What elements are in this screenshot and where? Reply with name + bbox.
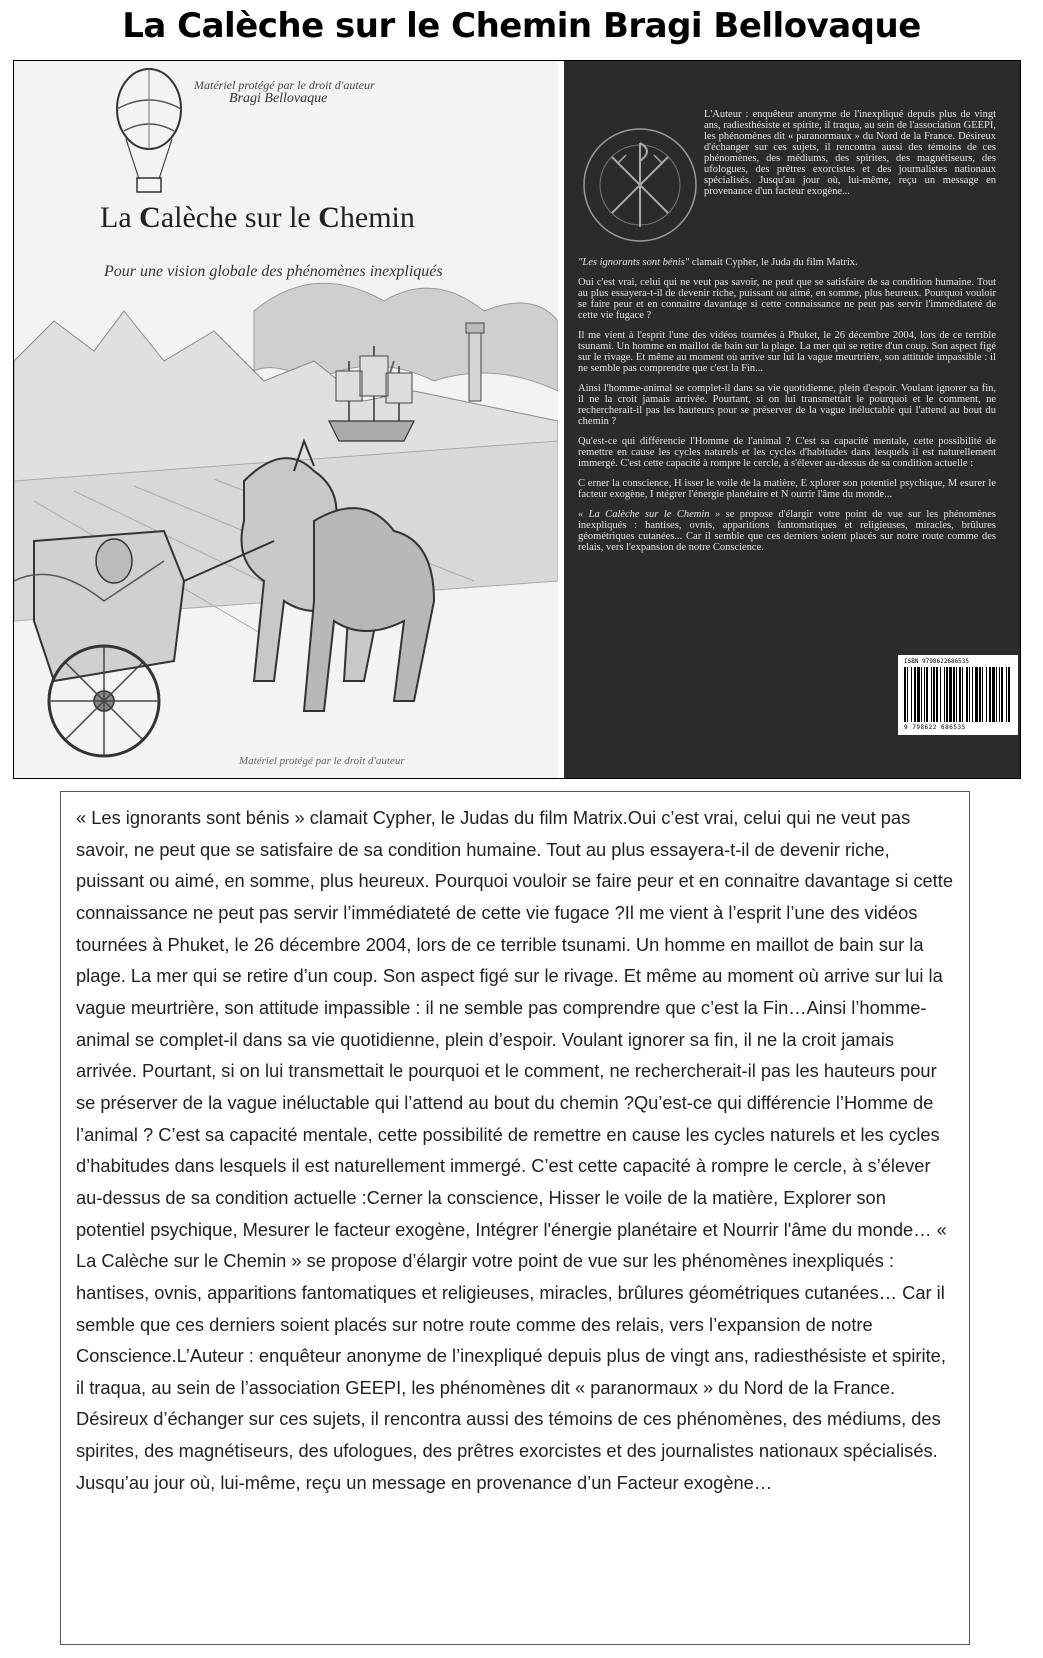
back-body: "Les ignorants sont bénis" clamait Cypher, le Juda du film Matrix. Oui c'est vrai, celui qui ne veut pas savoir, ne peut que se satisfaire de sa condition humaine. Tout au plus essayera-t-il de devenir riche, puissant ou aimé, en somme, plus heureux. Pourquoi vouloir se faire peur et en connaitre davantage si cette connaissance ne peut pas servir l'immédiateté de cette vie fugace ? Il me vient à l'esprit l'une des vidéos tournées à Phuket, le 26 décembre 2004, lors de ce terrible tsunami. Un homme en maillot de bain sur la plage. La mer qui se retire d'un coup. Son aspect figé sur le rivage. Et même au moment où arrive sur lui la vague meurtrière, son attitude impassible : il ne semble pas comprendre que c'est la Fin... Ainsi l'homme-animal se complet-il dans sa vie quotidienne, plein d'espoir. Voulant ignorer sa fin, il ne la croit jamais arrivée. Pourtant, si on lui transmettait le pourquoi et le comment, ne rechercherait-il pas les hauteurs pour se préserver de la vague inéluctable qui l'attend au bout du chemin ? Qu'est-ce qui différencie l'Homme de l'animal ? C'est sa capacité mentale, cette possibilité de remettre en cause les cycles naturels et les cycles d'habitudes dans lesquels il est naturellement immergé. C'est cette capacité à rompre le cercle, à s'élever au-dessus de sa condition actuelle : C erner la conscience, H isser le voile de la matière, E xplorer son potentiel psychique, M esurer le facteur exogène, I ntégrer l'énergie planétaire et N ourrir l'âme du monde... « La Calèche sur le Chemin » se propose d'élargir votre point de vue sur les phénomènes inexpliqués : hantises, ovnis, apparitions fantomatiques et religieuses, miracles, brûlures géométriques cutanées... Car il semble que ces derniers soient placés sur notre route comme des relais, vers l'expansion de notre Conscience.	[578, 257, 996, 553]
book-cover-image	[13, 60, 1021, 779]
page-title: La Calèche sur le Chemin Bragi Bellovaque	[122, 6, 921, 46]
front-subtitle: Pour une vision globale des phénomènes inexpliqués	[104, 263, 443, 280]
isbn-label: ISBN 9798622686535	[904, 658, 970, 665]
barcode-digits: 9 798622 686535	[904, 724, 966, 731]
back-cover	[564, 61, 1020, 778]
back-author-bio: L'Auteur : enquêteur anonyme de l'inexpliqué depuis plus de vingt ans, radiesthésiste et spirite, il traqua, au sein de l'association GEEPI, les phénomènes dit « paranormaux » du Nord de la France. Désireux d'échanger sur ces sujets, il rencontra aussi des témoins de ces phénomènes, des médiums, des spirites, des magnétiseurs, des ufologues, des prêtres exorcistes et des journalistes nationaux spécialisés. Jusqu'au jour où, lui-même, reçu un message en provenance d'un facteur exogène...	[704, 109, 996, 197]
barcode-bars	[904, 667, 1012, 722]
front-bottom-note: Matériel protégé par le droit d'auteur	[239, 755, 405, 767]
description-text: « Les ignorants sont bénis » clamait Cypher, le Judas du film Matrix.Oui c’est vrai, celui qui ne veut pas savoir, ne peut que se satisfaire de sa condition humaine. Tout au plus essayera-t-il de devenir riche, puissant ou aimé, en somme, plus heureux. Pourquoi vouloir se faire peur et en connaitre davantage si cette connaissance ne peut pas servir l’immédiateté de cette vie fugace ?Il me vient à l’esprit l’une des vidéos tournées à Phuket, le 26 décembre 2004, lors de ce terrible tsunami. Un homme en maillot de bain sur la plage. La mer qui se retire d’un coup. Son aspect figé sur le rivage. Et même au moment où arrive sur lui la vague meurtrière, son attitude impassible : il ne semble pas comprendre que c’est la Fin…Ainsi l’homme-animal se complet-il dans sa vie quotidienne, plein d’espoir. Voulant ignorer sa fin, il ne la croit jamais arrivée. Pourtant, si on lui transmettait le pourquoi et le comment, ne rechercherait-il pas les hauteurs pour se préserver de la vague inéluctable qui l’attend au bout du chemin ?Qu’est-ce qui différencie l’Homme de l’animal ? C’est sa capacité mentale, cette possibilité de remettre en cause les cycles naturels et les cycles d’habitudes dans lesquels il est naturellement immergé. C’est cette capacité à rompre le cercle, à s’élever au-dessus de sa condition actuelle :Cerner la conscience, Hisser le voile de la matière, Explorer son potentiel psychique, Mesurer le facteur exogène, Intégrer l'énergie planétaire et Nourrir l'âme du monde… « La Calèche sur le Chemin » se propose d’élargir votre point de vue sur les phénomènes inexpliqués : hantises, ovnis, apparitions fantomatiques et religieuses, miracles, brûlures géométriques cutanées… Car il semble que ces derniers soient placés sur notre route comme des relais, vers l’expansion de notre Conscience.L’Auteur : enquêteur anonyme de l’inexpliqué depuis plus de vingt ans, radiesthésiste et spirite, il traqua, au sein de l’association GEEPI, les phénomènes dit « paranormaux » du Nord de la France. Désireux d’échanger sur ces sujets, il rencontra aussi des témoins de ces phénomènes, des médiums, des spirites, des magnétiseurs, des ufologues, des prêtres exorcistes et des journalistes nationaux spécialisés. Jusqu’au jour où, lui-même, reçu un message en provenance d’un Facteur exogène…	[76, 807, 954, 1493]
description-box	[60, 791, 970, 1645]
emblem-icon	[578, 123, 702, 247]
cover-illustration	[14, 61, 558, 778]
lighthouse-drawing	[466, 323, 484, 401]
front-title: La Calèche sur le Chemin	[100, 201, 415, 234]
front-author: Bragi Bellovaque	[229, 91, 328, 106]
barcode	[898, 655, 1018, 735]
front-copyright-line: Matériel protégé par le droit d'auteur	[194, 78, 375, 92]
front-cover	[14, 61, 558, 778]
